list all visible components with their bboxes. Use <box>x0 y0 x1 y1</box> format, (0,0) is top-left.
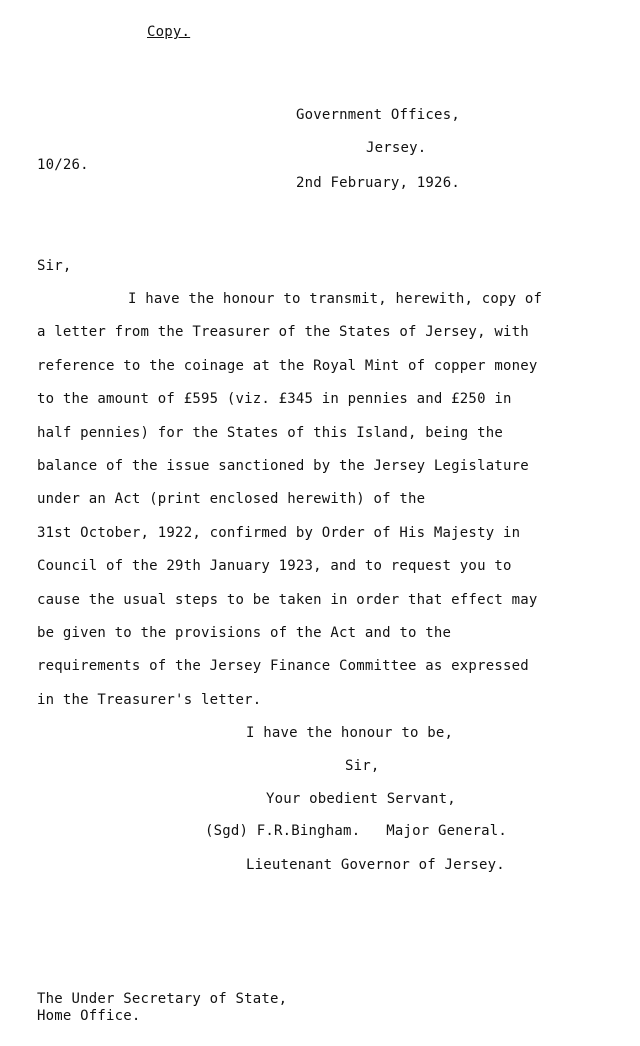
body-line: cause the usual steps to be taken in order that effect may <box>37 592 538 608</box>
closing-line-3: Your obedient Servant, <box>266 791 456 807</box>
body-line: to the amount of £595 (viz. £345 in pennies and £250 in <box>37 391 512 407</box>
signature-line: (Sgd) F.R.Bingham. Major General. <box>205 823 508 839</box>
body-line: Council of the 29th January 1923, and to request you to <box>37 558 512 574</box>
reference-number: 10/26. <box>37 157 89 173</box>
body-line: reference to the coinage at the Royal Mint of copper money <box>37 358 538 374</box>
body-line: in the Treasurer's letter. <box>37 692 262 708</box>
letter-date: 2nd February, 1926. <box>296 175 460 191</box>
body-line: be given to the provisions of the Act and to the <box>37 625 452 641</box>
recipient-line-1: The Under Secretary of State, <box>37 991 288 1007</box>
body-line: I have the honour to transmit, herewith, copy of <box>128 291 543 307</box>
body-line: under an Act (print enclosed herewith) of the <box>37 491 426 507</box>
recipient-line-2: Home Office. <box>37 1008 141 1024</box>
body-line: half pennies) for the States of this Island, being the <box>37 425 503 441</box>
closing-line-2: Sir, <box>345 758 380 774</box>
salutation: Sir, <box>37 258 72 274</box>
body-line: balance of the issue sanctioned by the Jersey Legislature <box>37 458 529 474</box>
body-line: a letter from the Treasurer of the States of Jersey, with <box>37 324 529 340</box>
sender-address-line-1: Government Offices, <box>296 107 460 123</box>
copy-heading: Copy. <box>147 24 191 40</box>
closing-line-1: I have the honour to be, <box>246 725 454 741</box>
sender-address-line-2: Jersey. <box>366 140 427 156</box>
body-line: 31st October, 1922, confirmed by Order of His Majesty in <box>37 525 521 541</box>
body-line: requirements of the Jersey Finance Committee as expressed <box>37 658 529 674</box>
signatory-title: Lieutenant Governor of Jersey. <box>246 857 505 873</box>
